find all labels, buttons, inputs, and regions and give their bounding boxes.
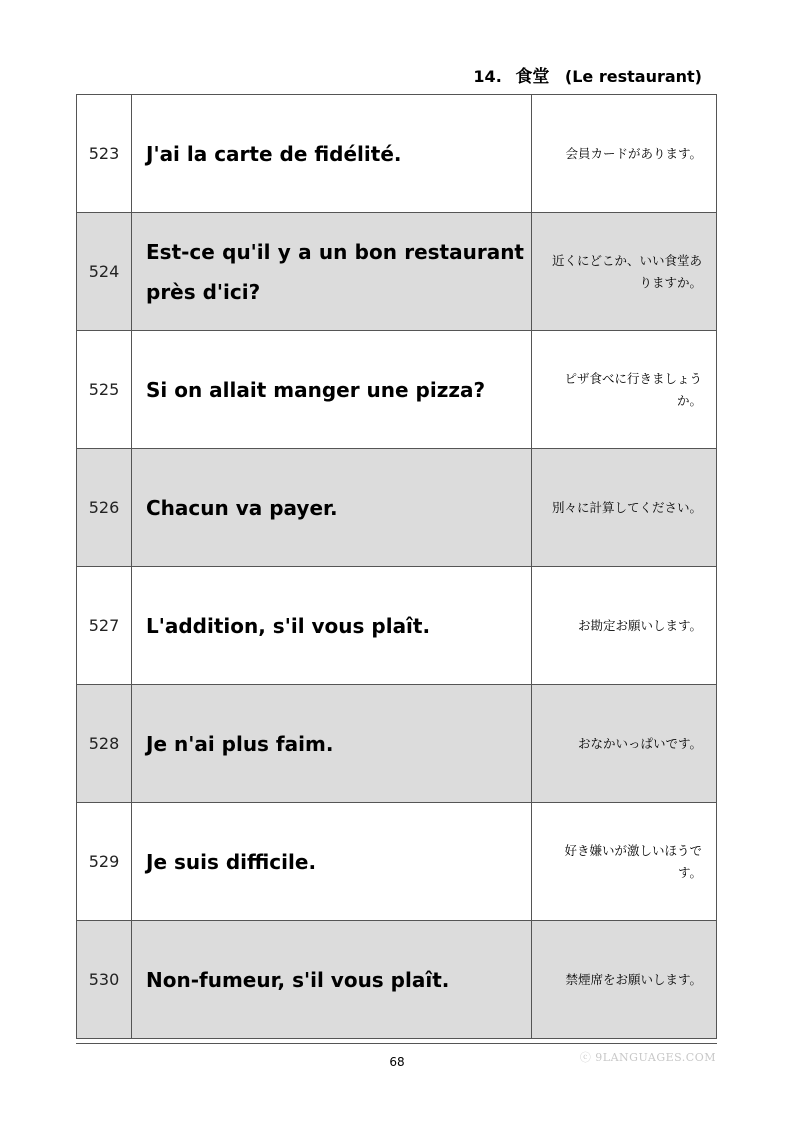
copyright-watermark: ⓒ 9LANGUAGES.COM (579, 1051, 716, 1064)
phrase-japanese: 禁煙席をお願いします。 (532, 921, 717, 1039)
section-number: 14. (473, 67, 502, 86)
page-number: 68 (389, 1055, 405, 1069)
table-row (77, 449, 717, 567)
phrase-french: Je suis difficile. (132, 803, 532, 921)
phrase-number: 524 (77, 213, 132, 331)
phrase-number: 523 (77, 95, 132, 213)
table-bottom-rule (76, 1043, 717, 1044)
phrase-french: J'ai la carte de fidélité. (132, 95, 532, 213)
table-row (77, 331, 717, 449)
phrase-japanese: ピザ食べに行きましょうか。 (532, 331, 717, 449)
phrase-japanese: 好き嫌いが激しいほうです。 (532, 803, 717, 921)
phrase-french: L'addition, s'il vous plaît. (132, 567, 532, 685)
phrase-japanese: 近くにどこか、いい食堂ありますか。 (532, 213, 717, 331)
phrase-french: Est-ce qu'il y a un bon restaurant près d'ici? (132, 213, 532, 331)
table-row (77, 95, 717, 213)
phrase-french: Non-fumeur, s'il vous plaît. (132, 921, 532, 1039)
phrase-japanese: 別々に計算してください。 (532, 449, 717, 567)
phrase-japanese: 会員カードがあります。 (532, 95, 717, 213)
table-row (77, 685, 717, 803)
phrase-number: 528 (77, 685, 132, 803)
table-row (77, 213, 717, 331)
table-row (77, 803, 717, 921)
phrase-number: 525 (77, 331, 132, 449)
phrase-number: 527 (77, 567, 132, 685)
section-title-japanese: 食堂 (515, 67, 550, 87)
phrase-japanese: おなかいっぱいです。 (532, 685, 717, 803)
table-row (77, 567, 717, 685)
phrase-japanese: お勘定お願いします。 (532, 567, 717, 685)
phrase-french: Chacun va payer. (132, 449, 532, 567)
phrase-table (76, 94, 717, 1039)
table-row (77, 921, 717, 1039)
section-title (473, 62, 702, 87)
phrase-number: 530 (77, 921, 132, 1039)
phrase-number: 529 (77, 803, 132, 921)
phrase-french: Je n'ai plus faim. (132, 685, 532, 803)
phrase-number: 526 (77, 449, 132, 567)
section-title-french: (Le restaurant) (564, 67, 702, 86)
phrase-french: Si on allait manger une pizza? (132, 331, 532, 449)
